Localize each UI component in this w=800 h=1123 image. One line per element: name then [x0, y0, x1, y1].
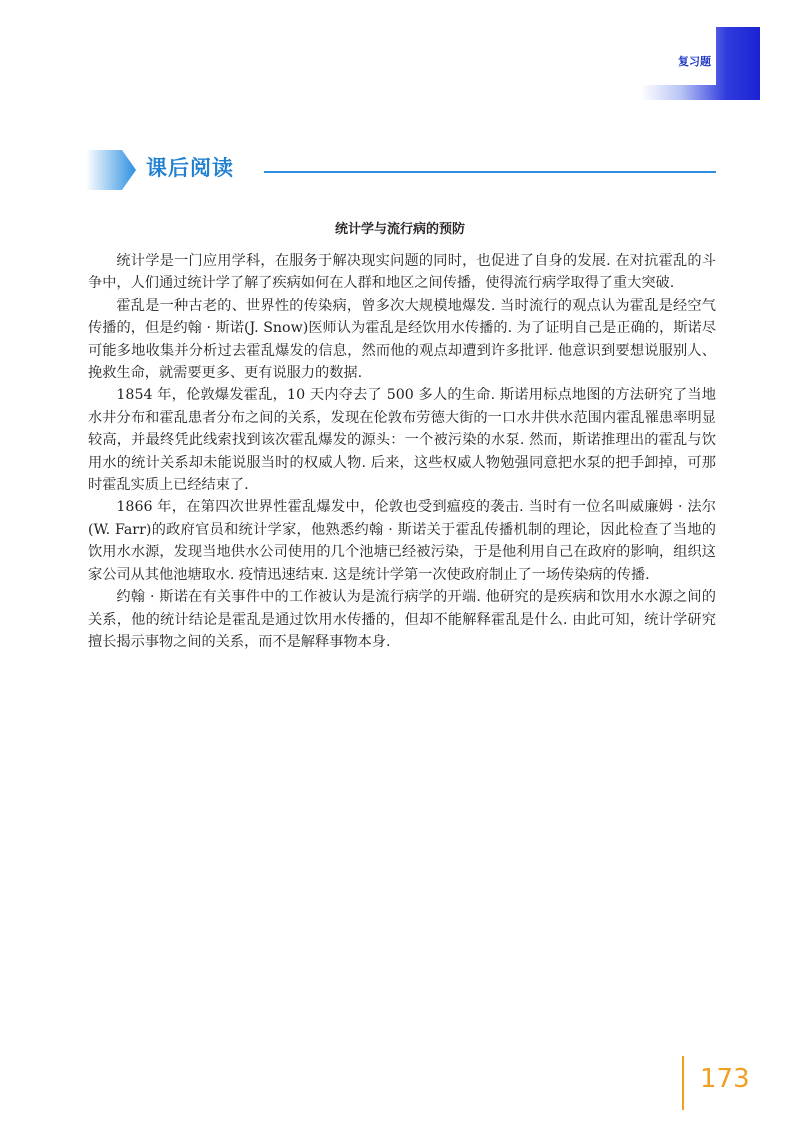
paragraph: 约翰 · 斯诺在有关事件中的工作被认为是流行病学的开端. 他研究的是疾病和饮用水水源之间的关系，他的统计结论是霍乱是通过饮用水传播的，但却不能解释霍乱是什么. 由此可知，统计学研究擅长揭示事物之间的关系，而不是解释事物本身.: [88, 589, 716, 650]
chapter-tab-label: 复习题: [678, 55, 711, 68]
page-number: 173: [700, 1064, 750, 1094]
paragraph: 1854 年，伦敦爆发霍乱，10 天内夺去了 500 多人的生命. 斯诺用标点地图的方法研究了当地水井分布和霍乱患者分布之间的关系，发现在伦敦布劳德大街的一口水井供水范围内霍乱罹患率明显较高，并最终凭此线索找到该次霍乱爆发的源头：一个被污染的水泵. 然而，斯诺推理出的霍乱与饮用水的统计关系却未能说服当时的权威人物. 后来，这些权威人物勉强同意把水泵的把手卸掉，可那时霍乱实质上已经结束了.: [88, 387, 716, 494]
page-number-rule: [682, 1056, 684, 1110]
paragraph: 1866 年，在第四次世界性霍乱爆发中，伦敦也受到瘟疫的袭击. 当时有一位名叫威廉姆 · 法尔(W. Farr)的政府官员和统计学家，他熟悉约翰 · 斯诺关于霍乱传播机制的理论，因此检查了当地的饮用水水源，发现当地供水公司使用的几个池塘已经被污染，于是他利用自己在政府的影响，组织这家公司从其他池塘取水. 疫情迅速结束. 这是统计学第一次使政府制止了一场传染病的传播.: [88, 499, 716, 583]
section-header: [86, 150, 716, 190]
paragraph: 统计学是一门应用学科，在服务于解决现实问题的同时，也促进了自身的发展. 在对抗霍乱的斗争中，人们通过统计学了解了疾病如何在人群和地区之间传播，使得流行病学取得了重大突破.: [88, 253, 716, 292]
paragraph: 霍乱是一种古老的、世界性的传染病，曾多次大规模地爆发. 当时流行的观点认为霍乱是经空气传播的，但是约翰 · 斯诺(J. Snow)医师认为霍乱是经饮用水传播的. 为了证明自己是正确的，斯诺尽可能多地收集并分析过去霍乱爆发的信息，然而他的观点却遭到许多批评. 他意识到要想说服别人、挽救生命，就需要更多、更有说服力的数据.: [88, 297, 716, 382]
section-divider: [264, 171, 716, 173]
chevron-right-icon: [86, 150, 138, 190]
article-body: [88, 250, 716, 653]
section-title: 课后阅读: [146, 156, 234, 180]
article-title: 统计学与流行病的预防: [334, 222, 465, 237]
